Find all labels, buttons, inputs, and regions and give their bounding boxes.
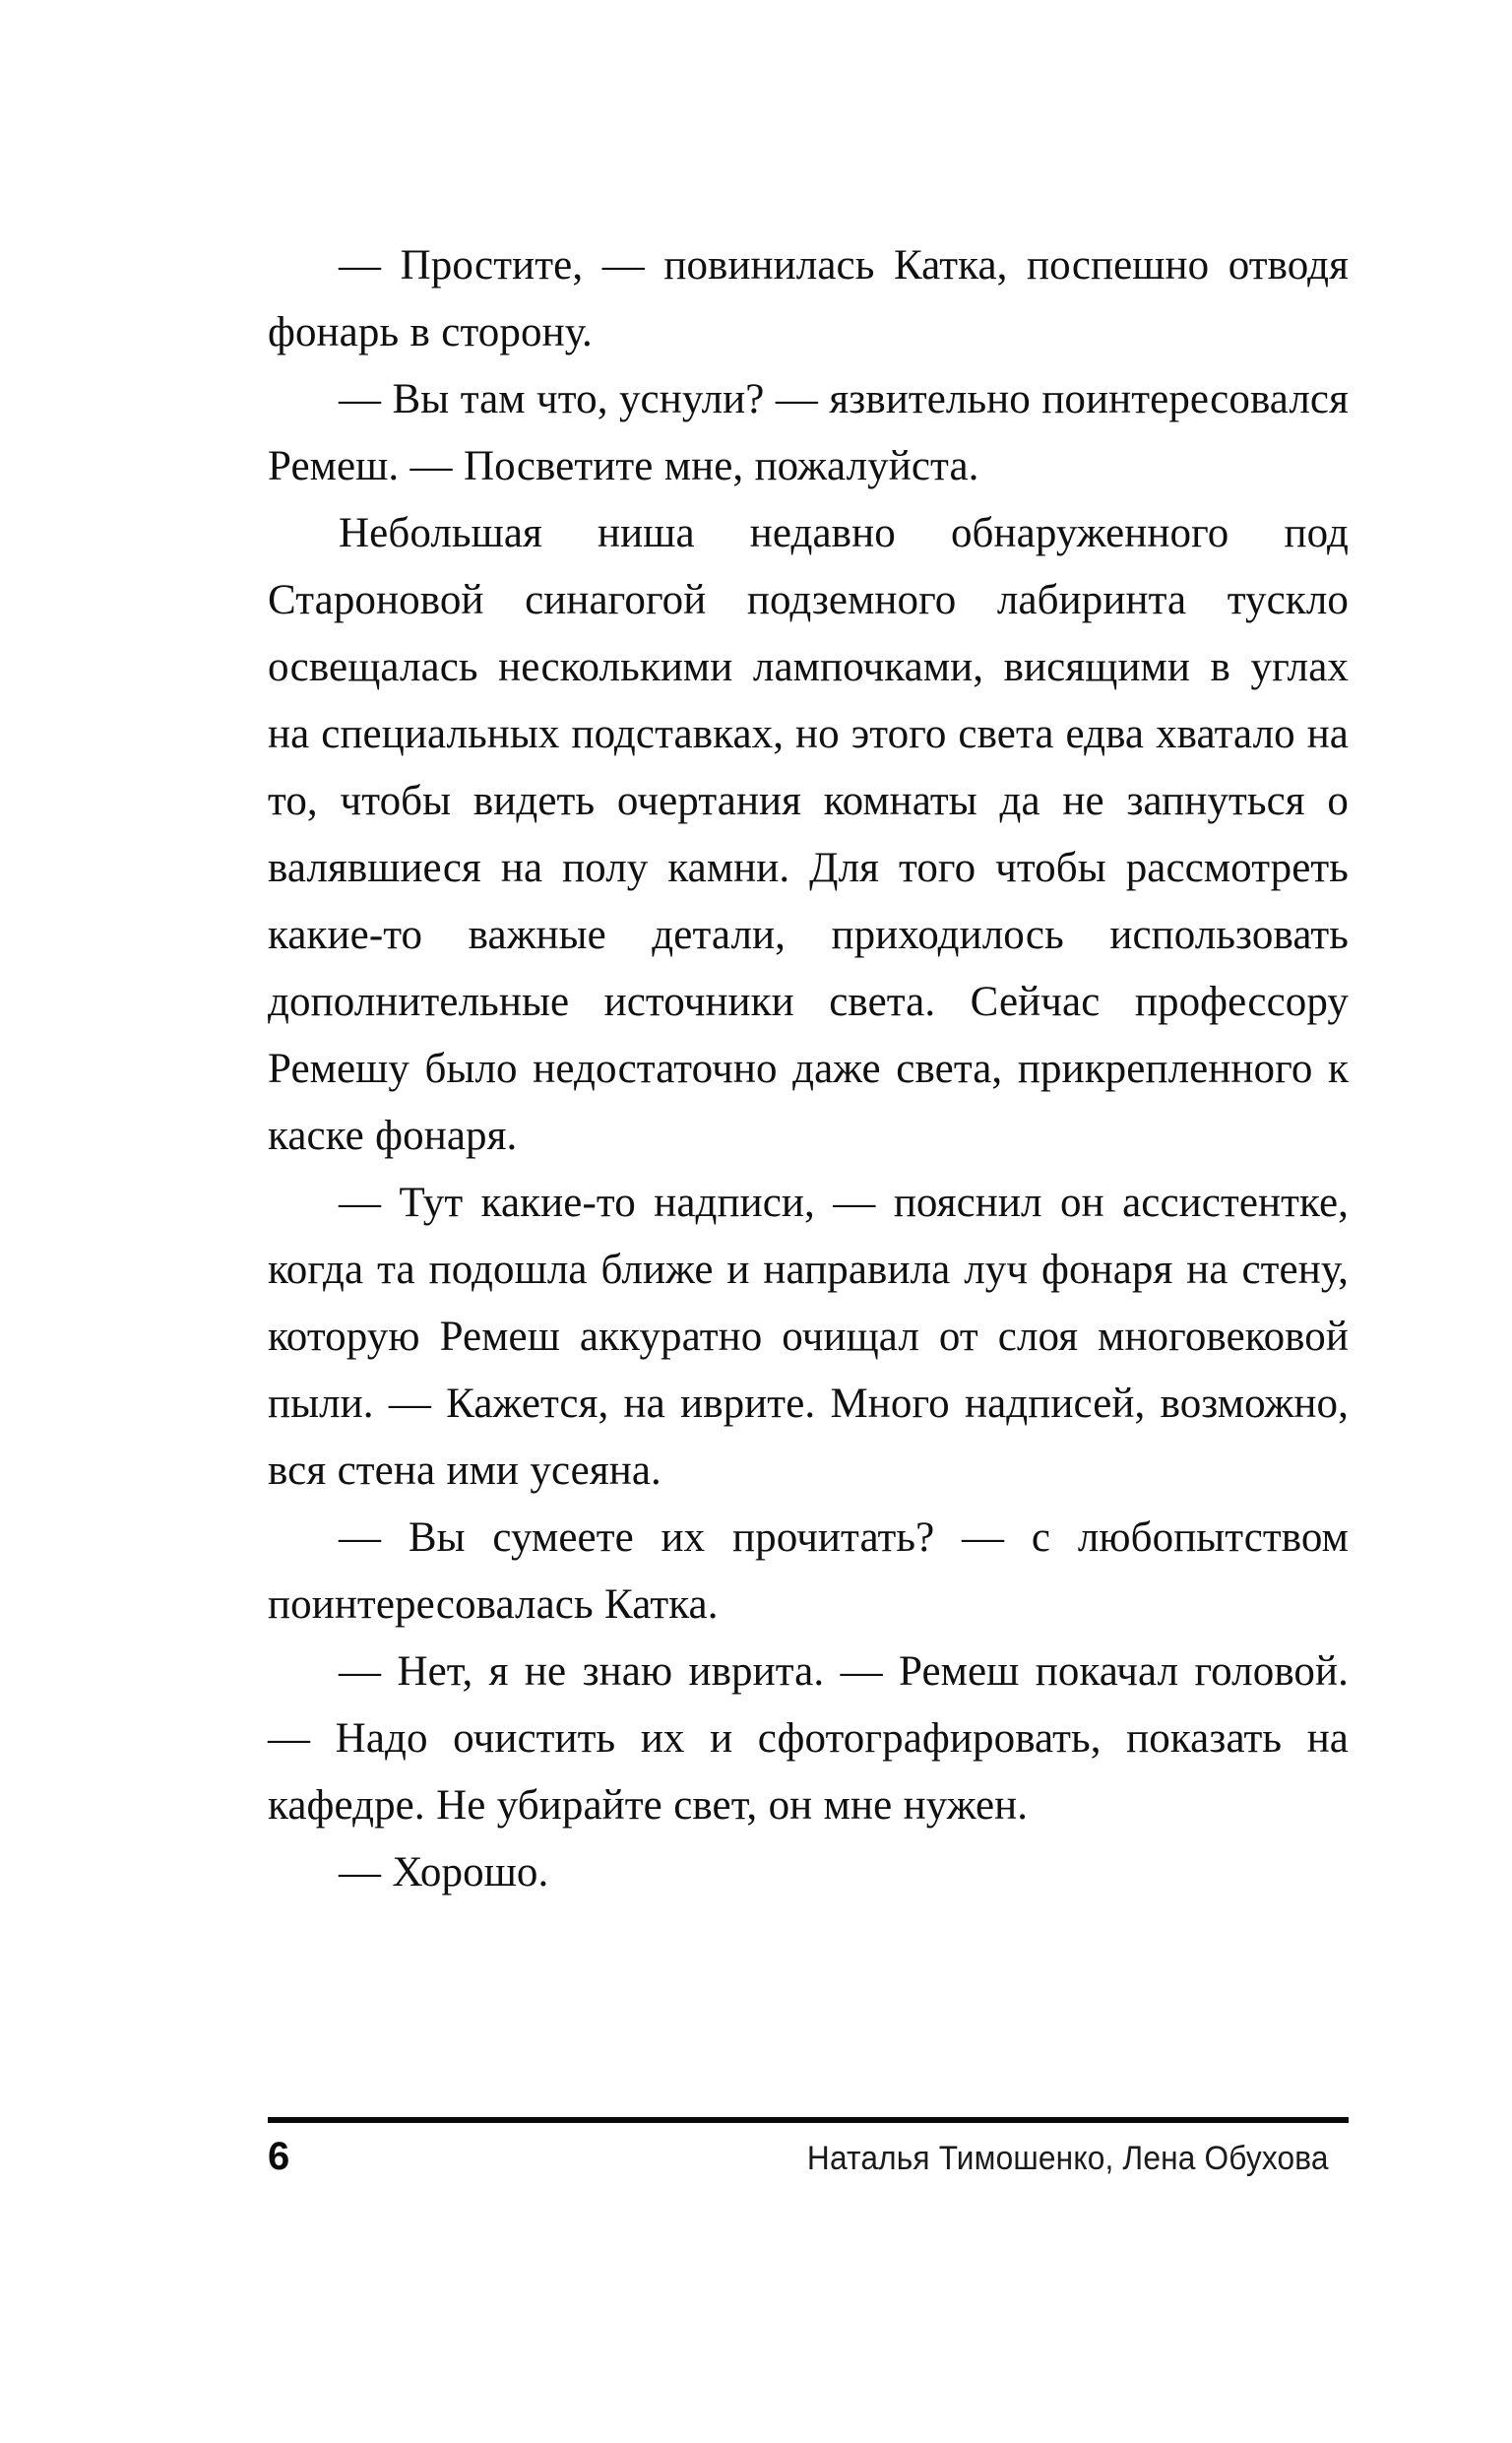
paragraph: — Вы сумеете их прочитать? — с любопытством поинтересовалась Катка. [268, 1514, 1349, 1628]
paragraph: — Простите, — повинилась Катка, поспешно отводя фонарь в сторону. [268, 242, 1349, 355]
paragraph: — Нет, я не знаю иврита. — Ремеш покачал головой. — Надо очистить их и сфотографировать, показать на кафедре. Не убирайте свет, он мне нужен. [268, 1648, 1349, 1829]
paragraph: — Тут какие-то надписи, — пояснил он ассистентке, когда та подошла ближе и направила луч фонаря на стену, которую Ремеш аккуратно очищал от слоя многовековой пыли. — Кажется, на иврите. Много надписей, возможно, вся стена ими усеяна. [268, 1180, 1349, 1494]
footer-content [268, 2127, 1349, 2180]
paragraph: — Хорошо. [339, 1849, 549, 1896]
page-footer [268, 2117, 1349, 2180]
paragraph: Небольшая ниша недавно обнаруженного под Староновой синагогой подземного лабиринта тускло освещалась несколькими лампочками, висящими в углах на специальных подставках, но этого света едва хватало на то, чтобы видеть очертания комнаты да не запнуться о валявшиеся на полу камни. Для того чтобы рассмотреть какие-то важные детали, приходилось использовать дополнительные источники света. Сейчас профессору Ремешу было недостаточно даже света, прикрепленного к каске фонаря. [268, 510, 1349, 1159]
page-number: 6 [268, 2135, 290, 2178]
paragraph: — Вы там что, уснули? — язвительно поинтересовался Ремеш. — Посветите мне, пожалуйста. [268, 376, 1349, 489]
footer-divider [268, 2117, 1349, 2123]
author-names: Наталья Тимошенко, Лена Обухова [807, 2140, 1330, 2177]
page-body-text [268, 232, 1349, 1906]
